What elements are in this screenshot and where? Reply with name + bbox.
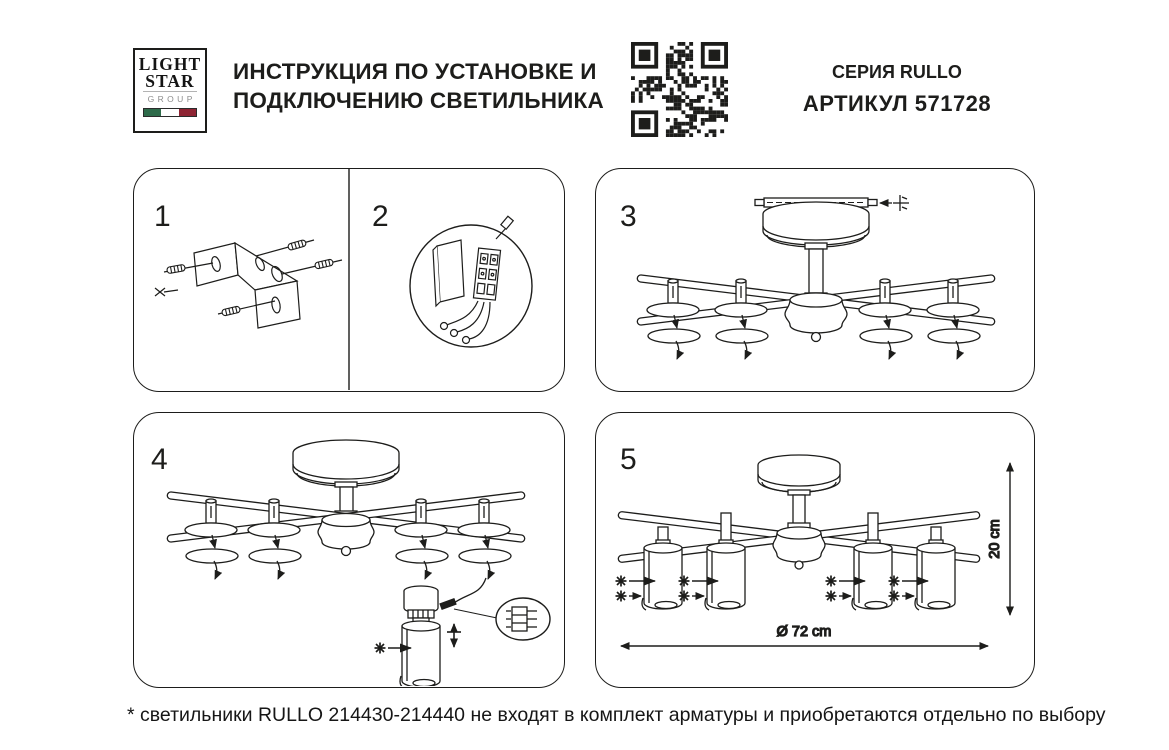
ceiling-canopy [763,202,869,247]
panel-step-1-2 [133,168,565,392]
terminal-block-icon [473,248,500,300]
logo-word-group: GROUP [143,91,197,104]
lamp-shade [915,543,955,610]
step-number: 4 [151,443,168,476]
height-dimension-label: 20 cm [987,519,1003,559]
asterisk-marker-icon [375,643,386,654]
lamp-wire [454,578,486,603]
step1-2-illustration [134,169,563,390]
panel-step-4 [133,412,565,688]
lamp-shade [852,543,892,610]
lamp-shade [642,543,682,610]
stem [335,482,357,516]
center-hub [318,514,374,556]
wall-anchor-icon [167,264,186,273]
ceiling-canopy [758,455,840,492]
step4-illustration [134,413,563,686]
wiring-detail-drawing [410,216,532,347]
logo-word-star: STAR [145,70,195,91]
lightstar-logo [133,48,207,133]
ceiling-canopy [293,440,399,486]
connector-detail [496,598,550,640]
panel-step-3 [595,168,1035,392]
lamp-shade [705,543,745,610]
lamp-socket [404,586,438,624]
stem [788,490,810,528]
step-number: 2 [372,200,389,233]
wall-anchor-icon [222,306,241,316]
title-line-1: ИНСТРУКЦИЯ ПО УСТАНОВКЕ И [233,59,597,84]
title-line-2: ПОДКЛЮЧЕНИЮ СВЕТИЛЬНИКА [233,88,604,113]
diameter-dimension-label: Ø 72 cm [776,624,832,640]
screw-icon [155,288,178,296]
footnote: * светильники RULLO 214430-214440 не входят в комплект арматуры и приобретаются отдельно по выбору [127,704,1106,726]
move-direction-icon [447,624,461,647]
article-label: АРТИКУЛ 571728 [802,91,992,116]
lamp-shade [400,621,440,686]
italy-flag-icon [143,108,197,117]
step-number: 5 [620,443,637,476]
page-title [233,57,604,115]
logo-word-light: LIGHT [138,54,202,74]
wall-anchor-icon [287,239,306,250]
callout-line [454,609,497,618]
panel-step-5 [595,412,1035,688]
qr-code [631,42,728,137]
wire-plug-icon [439,598,456,610]
step-number: 1 [154,200,171,233]
mounting-bracket-drawing [155,239,342,328]
stem [805,243,827,298]
step3-illustration [596,169,1033,390]
step-number: 3 [620,200,637,233]
wall-anchor-icon [315,259,334,269]
series-label: СЕРИЯ RULLO [832,62,962,82]
step5-illustration [596,413,1033,686]
center-hub [773,527,825,569]
detail-circle [410,225,532,347]
screw-icon [880,195,909,211]
center-hub [785,293,847,342]
